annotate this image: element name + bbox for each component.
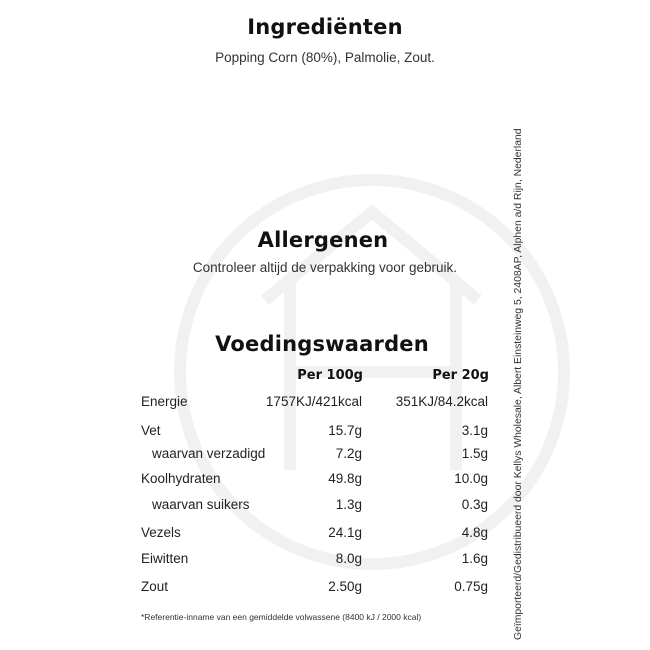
column-header-per-100g: Per 100g [297,368,363,383]
column-header-per-20g: Per 20g [432,368,489,383]
allergens-text: Controleer altijd de verpakking voor gebruik. [192,260,458,275]
row-value-per100: 15.7g [328,423,362,438]
reference-footnote: *Referentie-inname van een gemiddelde volwassene (8400 kJ / 2000 kcal) [141,612,422,622]
row-value-per20: 10.0g [454,471,488,486]
table-row-vet [141,423,491,443]
row-label: waarvan suikers [152,497,250,512]
row-value-per20: 4.8g [461,525,488,540]
table-row-energie [141,394,491,414]
row-value-per20: 351KJ/84.2kcal [395,394,488,409]
row-label: Energie [141,394,188,409]
row-value-per20: 1.6g [461,551,488,566]
row-value-per20: 3.1g [461,423,488,438]
row-value-per100: 7.2g [335,446,362,461]
nutrition-title: Voedingswaarden [215,332,429,356]
allergens-title: Allergenen [257,228,389,252]
row-value-per100: 2.50g [328,579,362,594]
importer-address: Geïmporteerd/Gedistribueerd door Kellys Wholesale, Albert Einsteinweg 5, 2408AP, Alphen a/d Rijn, Nederland [513,128,524,640]
row-value-per20: 0.3g [461,497,488,512]
table-row-eiwitten [141,551,491,571]
table-row-verzadigd [141,446,491,466]
table-row-suikers [141,497,491,517]
table-row-vezels [141,525,491,545]
row-value-per100: 1757KJ/421kcal [265,394,362,409]
ingredients-title: Ingrediënten [247,15,403,39]
row-label: Koolhydraten [141,471,221,486]
row-value-per100: 24.1g [328,525,362,540]
row-value-per100: 8.0g [335,551,362,566]
table-row-koolhydraten [141,471,491,491]
ingredients-text: Popping Corn (80%), Palmolie, Zout. [215,50,435,65]
row-label: Zout [141,579,169,594]
row-value-per100: 49.8g [328,471,362,486]
row-value-per20: 0.75g [454,579,488,594]
row-label: Vezels [141,525,181,540]
row-value-per100: 1.3g [335,497,362,512]
row-label: Vet [141,423,161,438]
row-label: Eiwitten [141,551,189,566]
row-label: waarvan verzadigd [152,446,266,461]
row-value-per20: 1.5g [461,446,488,461]
table-row-zout [141,579,491,599]
